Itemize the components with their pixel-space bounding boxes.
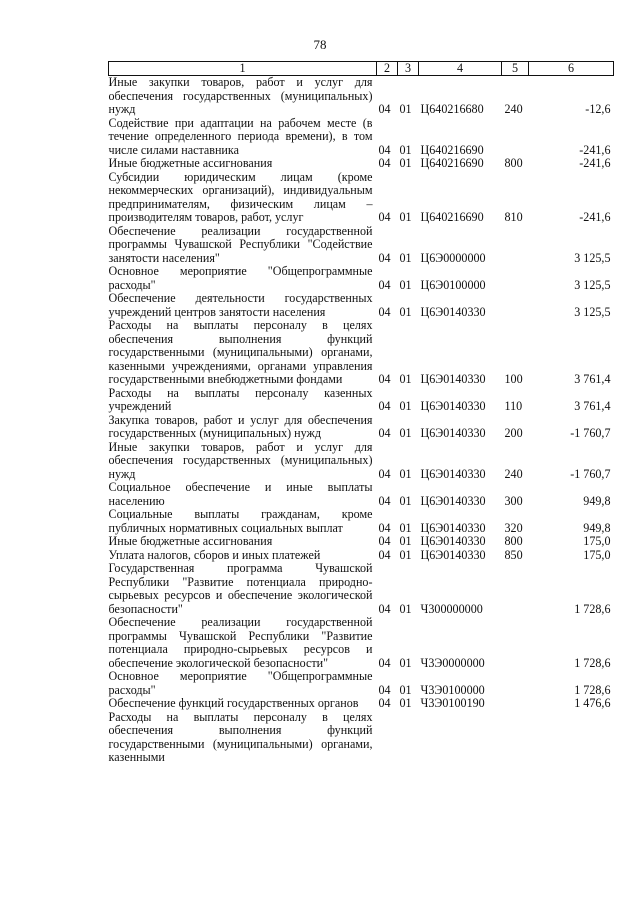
table-row <box>109 697 614 711</box>
row-expense-type: 300 <box>504 493 523 508</box>
header-col-4: 4 <box>419 62 502 76</box>
row-target-code: Ч3Э0100190 <box>420 696 485 710</box>
header-col-3: 3 <box>398 62 419 76</box>
table-row <box>109 157 614 171</box>
table-row <box>109 535 614 549</box>
row-subsection: 01 <box>399 426 412 440</box>
header-col-6: 6 <box>529 62 614 76</box>
table-row <box>109 387 614 414</box>
row-amount: 175,0 <box>583 547 611 562</box>
table-row <box>109 265 614 292</box>
row-target-code: Ц6Э0140330 <box>420 466 486 481</box>
row-expense-type: 110 <box>504 399 523 413</box>
row-expense-type: 240 <box>504 102 523 116</box>
row-amount: 949,8 <box>583 493 611 508</box>
row-subsection: 01 <box>399 156 412 170</box>
row-subsection: 01 <box>399 547 412 562</box>
row-amount: 3 761,4 <box>574 372 611 386</box>
row-name: Социальные выплаты гражданам, кроме публичных нормативных социальных выплат <box>108 507 373 535</box>
row-target-code: Ц6Э0140330 <box>420 304 486 319</box>
row-section: 04 <box>378 601 391 616</box>
row-subsection: 01 <box>399 250 412 265</box>
table-row <box>109 481 614 508</box>
row-target-code: Ц6Э0000000 <box>420 250 486 265</box>
row-section: 04 <box>378 682 391 697</box>
row-expense-type: 240 <box>504 466 523 481</box>
row-subsection: 01 <box>399 102 412 116</box>
row-amount: 3 125,5 <box>574 304 611 319</box>
budget-table <box>108 61 614 765</box>
row-name: Уплата налогов, сборов и иных платежей <box>108 547 321 562</box>
row-target-code: Ч3Э0000000 <box>420 655 485 670</box>
row-expense-type: 850 <box>504 547 523 562</box>
row-expense-type: 100 <box>504 372 523 386</box>
row-target-code: Ц6Э0100000 <box>420 277 486 292</box>
row-target-code: Ц6Э0140330 <box>420 520 486 535</box>
row-section: 04 <box>378 156 391 170</box>
row-expense-type <box>502 265 529 292</box>
table-row <box>109 319 614 387</box>
table-header <box>109 62 614 76</box>
row-target-code: Ч3Э0100000 <box>420 682 485 697</box>
row-expense-type <box>502 711 529 765</box>
row-target-code: Ц6Э0140330 <box>420 547 486 562</box>
row-section: 04 <box>378 372 391 386</box>
row-target-code: Ц640216690 <box>420 156 484 170</box>
row-subsection <box>398 711 419 765</box>
row-target-code: Ц6Э0140330 <box>420 399 486 413</box>
row-amount: 1 728,6 <box>574 601 611 616</box>
row-name: Расходы на выплаты персоналу в целях обеспечения выполнения функций государственными (муниципальными) органами, казенными <box>108 709 373 764</box>
table-row <box>109 292 614 319</box>
row-subsection: 01 <box>399 210 412 224</box>
header-row <box>109 62 614 76</box>
row-section: 04 <box>378 250 391 265</box>
row-amount: 1 728,6 <box>574 655 611 670</box>
row-amount: 1 476,6 <box>574 696 611 710</box>
row-section: 04 <box>378 520 391 535</box>
row-name: Обеспечение функций государственных органов <box>108 696 359 710</box>
row-section: 04 <box>378 399 391 413</box>
row-section: 04 <box>378 102 391 116</box>
table-row <box>109 76 614 117</box>
row-amount: 3 125,5 <box>574 277 611 292</box>
row-target-code: Ч300000000 <box>420 601 483 616</box>
table-body <box>109 76 614 765</box>
row-name: Расходы на выплаты персоналу казенных учреждений <box>108 385 373 413</box>
row-section: 04 <box>378 210 391 224</box>
table-row <box>109 616 614 670</box>
row-amount: -241,6 <box>579 156 611 170</box>
row-expense-type <box>502 697 529 711</box>
row-name: Расходы на выплаты персоналу в целях обеспечения выполнения функций государственными (муниципальными) органами, казенными учреждениями, органами управления государственными внебюджетными фондами <box>108 318 373 386</box>
row-name: Субсидии юридическим лицам (кроме некоммерческих организаций), индивидуальным предпринимателям, физическим лицам – производителям товаров, работ, услуг <box>108 169 373 224</box>
table-row <box>109 441 614 482</box>
row-amount: -1 760,7 <box>570 466 611 481</box>
row-section: 04 <box>378 534 391 548</box>
row-expense-type <box>502 616 529 670</box>
row-name: Закупка товаров, работ и услуг для обеспечения государственных (муниципальных) нужд <box>108 412 373 440</box>
row-name: Обеспечение реализации государственной программы Чувашской Республики "Содействие занятости населения" <box>108 223 373 265</box>
row-subsection: 01 <box>399 601 412 616</box>
row-target-code: Ц6Э0140330 <box>420 534 486 548</box>
row-amount: -12,6 <box>585 102 611 116</box>
row-section: 04 <box>378 547 391 562</box>
table-row <box>109 670 614 697</box>
row-expense-type <box>502 117 529 158</box>
row-target-code <box>419 711 502 765</box>
table-row <box>109 117 614 158</box>
row-target-code: Ц640216690 <box>420 142 484 157</box>
row-subsection: 01 <box>399 696 412 710</box>
row-section: 04 <box>378 142 391 157</box>
row-subsection: 01 <box>399 520 412 535</box>
row-expense-type: 320 <box>504 520 523 535</box>
row-subsection: 01 <box>399 304 412 319</box>
row-section: 04 <box>378 426 391 440</box>
row-amount: -241,6 <box>579 210 611 224</box>
row-subsection: 01 <box>399 682 412 697</box>
row-amount: 949,8 <box>583 520 611 535</box>
row-subsection: 01 <box>399 372 412 386</box>
row-name: Иные закупки товаров, работ и услуг для обеспечения государственных (муниципальных) нужд <box>108 439 373 481</box>
table-row <box>109 562 614 616</box>
row-section: 04 <box>378 304 391 319</box>
row-amount: 1 728,6 <box>574 682 611 697</box>
row-name: Иные бюджетные ассигнования <box>108 156 273 170</box>
row-target-code: Ц6Э0140330 <box>420 493 486 508</box>
row-target-code: Ц640216680 <box>420 102 484 116</box>
row-name: Иные бюджетные ассигнования <box>108 534 273 548</box>
row-subsection: 01 <box>399 142 412 157</box>
table-row <box>109 711 614 765</box>
row-name: Основное мероприятие "Общепрограммные расходы" <box>108 264 373 292</box>
row-target-code: Ц6Э0140330 <box>420 426 486 440</box>
row-section: 04 <box>378 655 391 670</box>
row-section <box>377 711 398 765</box>
row-section: 04 <box>378 696 391 710</box>
row-name: Основное мероприятие "Общепрограммные расходы" <box>108 669 373 697</box>
row-expense-type: 800 <box>504 156 523 170</box>
row-amount: -1 760,7 <box>570 426 611 440</box>
row-expense-type: 800 <box>504 534 523 548</box>
row-target-code: Ц640216690 <box>420 210 484 224</box>
table-row <box>109 171 614 225</box>
row-section: 04 <box>378 466 391 481</box>
row-subsection: 01 <box>399 493 412 508</box>
row-expense-type <box>502 562 529 616</box>
page-number: 78 <box>313 37 327 52</box>
header-col-1: 1 <box>109 62 377 76</box>
row-amount <box>529 711 614 765</box>
row-amount: 3 125,5 <box>574 250 611 265</box>
row-section: 04 <box>378 277 391 292</box>
row-name: Социальное обеспечение и иные выплаты населению <box>108 480 373 508</box>
row-amount: 175,0 <box>583 534 611 548</box>
row-expense-type <box>502 292 529 319</box>
row-subsection: 01 <box>399 655 412 670</box>
row-target-code: Ц6Э0140330 <box>420 372 486 386</box>
row-amount: 3 761,4 <box>574 399 611 413</box>
row-subsection: 01 <box>399 399 412 413</box>
row-expense-type: 810 <box>504 210 523 224</box>
row-expense-type <box>502 225 529 266</box>
header-col-2: 2 <box>377 62 398 76</box>
row-expense-type <box>502 670 529 697</box>
row-subsection: 01 <box>399 277 412 292</box>
table-row <box>109 414 614 441</box>
row-name: Иные закупки товаров, работ и услуг для обеспечения государственных (муниципальных) нужд <box>108 75 373 116</box>
row-name: Государственная программа Чувашской Республики "Развитие потенциала природно-сырьевых ресурсов и обеспечение экологической безопасности" <box>108 561 373 616</box>
table-row <box>109 549 614 563</box>
row-section: 04 <box>378 493 391 508</box>
header-col-5: 5 <box>502 62 529 76</box>
row-expense-type: 200 <box>504 426 523 440</box>
row-amount: -241,6 <box>579 142 611 157</box>
row-name: Обеспечение деятельности государственных учреждений центров занятости населения <box>108 291 373 319</box>
row-subsection: 01 <box>399 534 412 548</box>
row-subsection: 01 <box>399 466 412 481</box>
row-name: Обеспечение реализации государственной программы Чувашской Республики "Развитие потенциала природно-сырьевых ресурсов и обеспечение экологической безопасности" <box>108 615 373 670</box>
table-row <box>109 508 614 535</box>
table-row <box>109 225 614 266</box>
row-name: Содействие при адаптации на рабочем месте (в течение определенного периода времени), в том числе силами наставника <box>108 115 373 157</box>
